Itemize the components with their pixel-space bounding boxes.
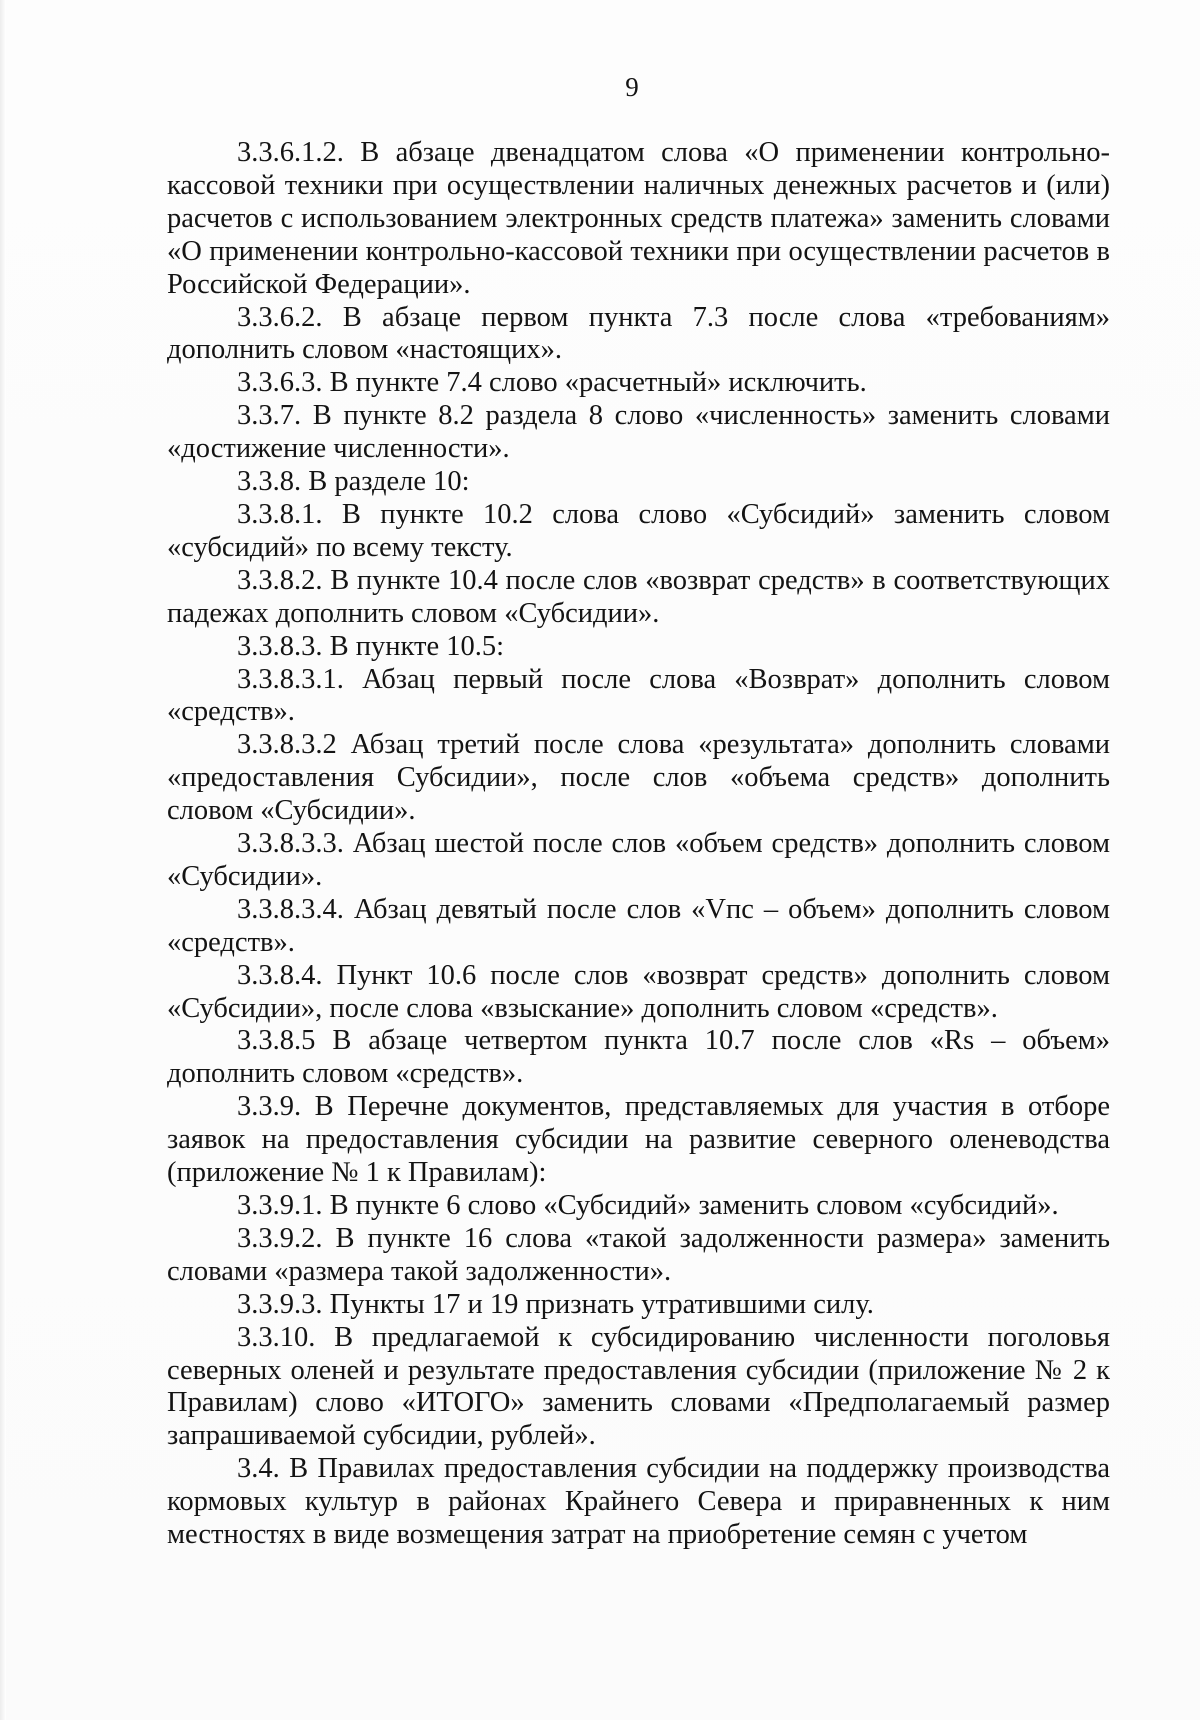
paragraph-3-3-6-2: 3.3.6.2. В абзаце первом пункта 7.3 после слова «требованиям» дополнить словом «настоящих». [167,301,1110,366]
paragraph-3-3-9-1: 3.3.9.1. В пункте 6 слово «Субсидий» заменить словом «субсидий». [237,1190,1059,1221]
paragraph-3-3-9-2: 3.3.9.2. В пункте 16 слова «такой задолженности размера» заменить словами «размера такой задолженности». [167,1222,1110,1287]
paragraph-3-3-8-1: 3.3.8.1. В пункте 10.2 слова слово «Субсидий» заменить словом «субсидий» по всему тексту. [167,498,1110,563]
paragraph-3-3-9: 3.3.9. В Перечне документов, представляемых для участия в отборе заявок на предоставления субсидии на развитие северного оленеводства (приложение № 1 к Правилам): [167,1091,1110,1189]
paragraph-3-3-8-4: 3.3.8.4. Пункт 10.6 после слов «возврат средств» дополнить словом «Субсидии», после слова «взыскание» дополнить словом «средств». [167,959,1110,1024]
paragraph-3-3-10: 3.3.10. В предлагаемой к субсидированию численности поголовья северных оленей и результате предоставления субсидии (приложение № 2 к Правилам) слово «ИТОГО» заменить словами «Предполагаемый размер запрашиваемой субсидии, рублей». [167,1321,1110,1452]
paragraph-3-3-8-3: 3.3.8.3. В пункте 10.5: [237,630,505,662]
paragraph-3-3-7: 3.3.7. В пункте 8.2 раздела 8 слово «численность» заменить словами «достижение численности». [167,400,1110,465]
paragraph-3-3-8-5: 3.3.8.5 В абзаце четвертом пункта 10.7 после слов «Rs – объем» дополнить словом «средств». [167,1025,1110,1090]
paragraph-3-3-8-2: 3.3.8.2. В пункте 10.4 после слов «возврат средств» в соответствующих падежах дополнить словом «Субсидии». [167,564,1110,629]
paragraph-3-3-8: 3.3.8. В разделе 10: [237,466,470,498]
paragraph-3-3-6-1-2: 3.3.6.1.2. В абзаце двенадцатом слова «О применении контрольно-кассовой техники при осуществлении наличных денежных расчетов и (или) расчетов с использованием электронных средств платежа» заменить словами «О применении контрольно-кассовой техники при осуществлении расчетов в Российской Федерации». [167,137,1110,300]
paragraph-3-3-6-3: 3.3.6.3. В пункте 7.4 слово «расчетный» исключить. [237,367,867,399]
paragraph-3-3-8-3-3: 3.3.8.3.3. Абзац шестой после слов «объем средств» дополнить словом «Субсидии». [167,828,1110,892]
page-edge-shadow [0,0,6,1720]
paragraph-3-4: 3.4. В Правилах предоставления субсидии на поддержку производства кормовых культур в районах Крайнего Севера и приравненных к ним местностях в виде возмещения затрат на приобретение семян с учетом [167,1453,1110,1551]
paragraph-3-3-8-3-1: 3.3.8.3.1. Абзац первый после слова «Возврат» дополнить словом «средств». [167,663,1110,728]
paragraph-3-3-8-3-4: 3.3.8.3.4. Абзац девятый после слов «Vпс – объем» дополнить словом «средств». [167,893,1110,958]
page-number: 9 [625,72,639,102]
paragraph-3-3-8-3-2: 3.3.8.3.2 Абзац третий после слова «результата» дополнить словами «предоставления Субсидии», после слов «объема средств» дополнить словом «Субсидии». [167,729,1110,827]
document-body [167,137,1110,1552]
paragraph-3-3-9-3: 3.3.9.3. Пункты 17 и 19 признать утратившими силу. [237,1288,874,1320]
